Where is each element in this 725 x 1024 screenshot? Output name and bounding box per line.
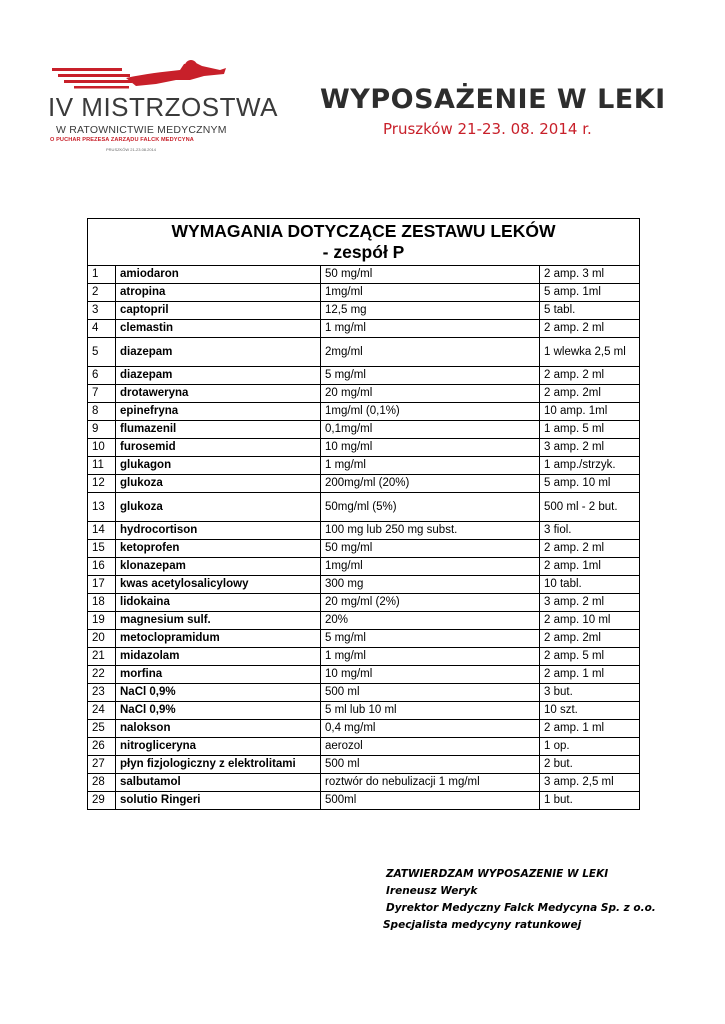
medication-name: magnesium sulf. xyxy=(116,612,321,630)
medication-quantity: 2 amp. 3 ml xyxy=(540,266,640,284)
table-row xyxy=(88,493,640,522)
medication-quantity: 2 amp. 1ml xyxy=(540,558,640,576)
medication-quantity: 10 amp. 1ml xyxy=(540,403,640,421)
caption-line-1: WYMAGANIA DOTYCZĄCE ZESTAWU LEKÓW xyxy=(171,221,556,241)
table-row xyxy=(88,612,640,630)
table-row xyxy=(88,738,640,756)
medication-name: morfina xyxy=(116,666,321,684)
medication-quantity: 3 amp. 2 ml xyxy=(540,594,640,612)
medication-quantity: 1 wlewka 2,5 ml xyxy=(540,338,640,367)
medication-name: ketoprofen xyxy=(116,540,321,558)
approver-position: Dyrektor Medyczny Falck Medycyna Sp. z o.o. xyxy=(386,902,656,914)
medication-name: lidokaina xyxy=(116,594,321,612)
medication-quantity: 2 amp. 10 ml xyxy=(540,612,640,630)
row-number: 27 xyxy=(88,756,116,774)
medication-name: drotaweryna xyxy=(116,385,321,403)
medication-quantity: 2 amp. 2ml xyxy=(540,385,640,403)
medication-dose: 20% xyxy=(321,612,540,630)
medication-dose: 1mg/ml xyxy=(321,558,540,576)
logo-title: IV MISTRZOSTWA xyxy=(48,92,278,122)
medication-quantity: 1 op. xyxy=(540,738,640,756)
medication-dose: 10 mg/ml xyxy=(321,439,540,457)
row-number: 6 xyxy=(88,367,116,385)
table-row xyxy=(88,338,640,367)
medication-name: klonazepam xyxy=(116,558,321,576)
table-row xyxy=(88,756,640,774)
row-number: 4 xyxy=(88,320,116,338)
medication-dose: 2mg/ml xyxy=(321,338,540,367)
table-row xyxy=(88,648,640,666)
row-number: 25 xyxy=(88,720,116,738)
row-number: 15 xyxy=(88,540,116,558)
medication-dose: 1mg/ml (0,1%) xyxy=(321,403,540,421)
medication-dose: 50 mg/ml xyxy=(321,540,540,558)
medication-dose: 50mg/ml (5%) xyxy=(321,493,540,522)
row-number: 26 xyxy=(88,738,116,756)
document-title: WYPOSAŻENIE W LEKI xyxy=(320,84,666,115)
medication-name: płyn fizjologiczny z elektrolitami xyxy=(116,756,321,774)
medication-quantity: 2 amp. 2 ml xyxy=(540,367,640,385)
logo-date: PRUSZKÓW 21-23.08.2014 xyxy=(106,147,157,152)
table-row xyxy=(88,302,640,320)
row-number: 20 xyxy=(88,630,116,648)
table-row xyxy=(88,403,640,421)
row-number: 8 xyxy=(88,403,116,421)
document-subtitle: Pruszków 21-23. 08. 2014 r. xyxy=(383,120,592,138)
medication-quantity: 2 amp. 5 ml xyxy=(540,648,640,666)
table-row xyxy=(88,630,640,648)
table-row xyxy=(88,367,640,385)
row-number: 10 xyxy=(88,439,116,457)
row-number: 9 xyxy=(88,421,116,439)
table-row xyxy=(88,702,640,720)
medication-quantity: 5 tabl. xyxy=(540,302,640,320)
table-caption xyxy=(88,219,640,266)
medication-quantity: 2 but. xyxy=(540,756,640,774)
medication-dose: 500ml xyxy=(321,792,540,810)
medication-name: NaCl 0,9% xyxy=(116,702,321,720)
row-number: 11 xyxy=(88,457,116,475)
row-number: 12 xyxy=(88,475,116,493)
row-number: 13 xyxy=(88,493,116,522)
medication-dose: 0,1mg/ml xyxy=(321,421,540,439)
medication-quantity: 2 amp. 1 ml xyxy=(540,720,640,738)
table-row xyxy=(88,594,640,612)
table-row xyxy=(88,475,640,493)
table-row xyxy=(88,576,640,594)
row-number: 1 xyxy=(88,266,116,284)
medication-name: metoclopramidum xyxy=(116,630,321,648)
row-number: 16 xyxy=(88,558,116,576)
medication-quantity: 2 amp. 2 ml xyxy=(540,540,640,558)
table-row xyxy=(88,720,640,738)
table-caption-row xyxy=(88,219,640,266)
medication-name: nalokson xyxy=(116,720,321,738)
row-number: 21 xyxy=(88,648,116,666)
medication-name: flumazenil xyxy=(116,421,321,439)
row-number: 18 xyxy=(88,594,116,612)
medication-dose: 12,5 mg xyxy=(321,302,540,320)
row-number: 29 xyxy=(88,792,116,810)
medication-dose: 1 mg/ml xyxy=(321,320,540,338)
medication-dose: 5 mg/ml xyxy=(321,630,540,648)
medication-quantity: 1 amp./strzyk. xyxy=(540,457,640,475)
medication-name: clemastin xyxy=(116,320,321,338)
row-number: 23 xyxy=(88,684,116,702)
row-number: 2 xyxy=(88,284,116,302)
row-number: 3 xyxy=(88,302,116,320)
medication-name: captopril xyxy=(116,302,321,320)
medication-dose: 0,4 mg/ml xyxy=(321,720,540,738)
medication-dose: 1mg/ml xyxy=(321,284,540,302)
medication-name: glukoza xyxy=(116,493,321,522)
logo-subtitle: W RATOWNICTWIE MEDYCZNYM xyxy=(56,124,227,136)
medication-quantity: 3 amp. 2,5 ml xyxy=(540,774,640,792)
row-number: 17 xyxy=(88,576,116,594)
medication-dose: 20 mg/ml xyxy=(321,385,540,403)
row-number: 19 xyxy=(88,612,116,630)
medication-dose: 500 ml xyxy=(321,756,540,774)
table-row xyxy=(88,320,640,338)
table-row xyxy=(88,684,640,702)
table-row xyxy=(88,457,640,475)
logo-tagline: O PUCHAR PREZESA ZARZĄDU FALCK MEDYCYNA xyxy=(50,137,194,143)
table-row xyxy=(88,266,640,284)
medication-dose: 200mg/ml (20%) xyxy=(321,475,540,493)
row-number: 22 xyxy=(88,666,116,684)
medication-name: furosemid xyxy=(116,439,321,457)
medication-quantity: 3 but. xyxy=(540,684,640,702)
medication-name: glukoza xyxy=(116,475,321,493)
medication-name: midazolam xyxy=(116,648,321,666)
medication-quantity: 10 szt. xyxy=(540,702,640,720)
medication-quantity: 10 tabl. xyxy=(540,576,640,594)
medication-dose: 500 ml xyxy=(321,684,540,702)
table-row xyxy=(88,284,640,302)
medication-dose: roztwór do nebulizacji 1 mg/ml xyxy=(321,774,540,792)
medication-name: NaCl 0,9% xyxy=(116,684,321,702)
medication-dose: aerozol xyxy=(321,738,540,756)
medication-name: glukagon xyxy=(116,457,321,475)
approver-name: Ireneusz Weryk xyxy=(386,885,478,897)
table-row xyxy=(88,439,640,457)
medication-quantity: 1 amp. 5 ml xyxy=(540,421,640,439)
row-number: 5 xyxy=(88,338,116,367)
medication-quantity: 5 amp. 1ml xyxy=(540,284,640,302)
medication-name: atropina xyxy=(116,284,321,302)
medication-name: epinefryna xyxy=(116,403,321,421)
approval-note xyxy=(383,866,656,934)
medication-name: nitrogliceryna xyxy=(116,738,321,756)
row-number: 28 xyxy=(88,774,116,792)
medication-quantity: 5 amp. 10 ml xyxy=(540,475,640,493)
medication-name: hydrocortison xyxy=(116,522,321,540)
medication-quantity: 1 but. xyxy=(540,792,640,810)
medication-table-wrapper xyxy=(87,218,639,810)
approval-heading: ZATWIERDZAM WYPOSAZENIE W LEKI xyxy=(386,868,609,880)
table-row xyxy=(88,421,640,439)
medication-name: diazepam xyxy=(116,338,321,367)
medication-name: solutio Ringeri xyxy=(116,792,321,810)
approver-specialty: Specjalista medycyny ratunkowej xyxy=(383,919,582,931)
medication-quantity: 3 fiol. xyxy=(540,522,640,540)
table-row xyxy=(88,666,640,684)
medication-quantity: 2 amp. 2ml xyxy=(540,630,640,648)
table-row xyxy=(88,774,640,792)
medication-dose: 5 mg/ml xyxy=(321,367,540,385)
medication-quantity: 2 amp. 2 ml xyxy=(540,320,640,338)
row-number: 14 xyxy=(88,522,116,540)
medication-table xyxy=(87,218,640,810)
medication-name: diazepam xyxy=(116,367,321,385)
table-row xyxy=(88,792,640,810)
medication-dose: 10 mg/ml xyxy=(321,666,540,684)
row-number: 24 xyxy=(88,702,116,720)
table-row xyxy=(88,522,640,540)
event-logo xyxy=(44,58,278,158)
medication-name: amiodaron xyxy=(116,266,321,284)
table-row xyxy=(88,558,640,576)
medication-quantity: 3 amp. 2 ml xyxy=(540,439,640,457)
medication-dose: 100 mg lub 250 mg subst. xyxy=(321,522,540,540)
caption-line-2: - zespół P xyxy=(322,242,405,262)
table-row xyxy=(88,385,640,403)
medication-quantity: 500 ml - 2 but. xyxy=(540,493,640,522)
medication-dose: 50 mg/ml xyxy=(321,266,540,284)
medication-name: salbutamol xyxy=(116,774,321,792)
table-row xyxy=(88,540,640,558)
medication-dose: 300 mg xyxy=(321,576,540,594)
row-number: 7 xyxy=(88,385,116,403)
medication-dose: 1 mg/ml xyxy=(321,648,540,666)
medication-dose: 1 mg/ml xyxy=(321,457,540,475)
medication-quantity: 2 amp. 1 ml xyxy=(540,666,640,684)
medication-dose: 5 ml lub 10 ml xyxy=(321,702,540,720)
medication-dose: 20 mg/ml (2%) xyxy=(321,594,540,612)
medication-name: kwas acetylosalicylowy xyxy=(116,576,321,594)
